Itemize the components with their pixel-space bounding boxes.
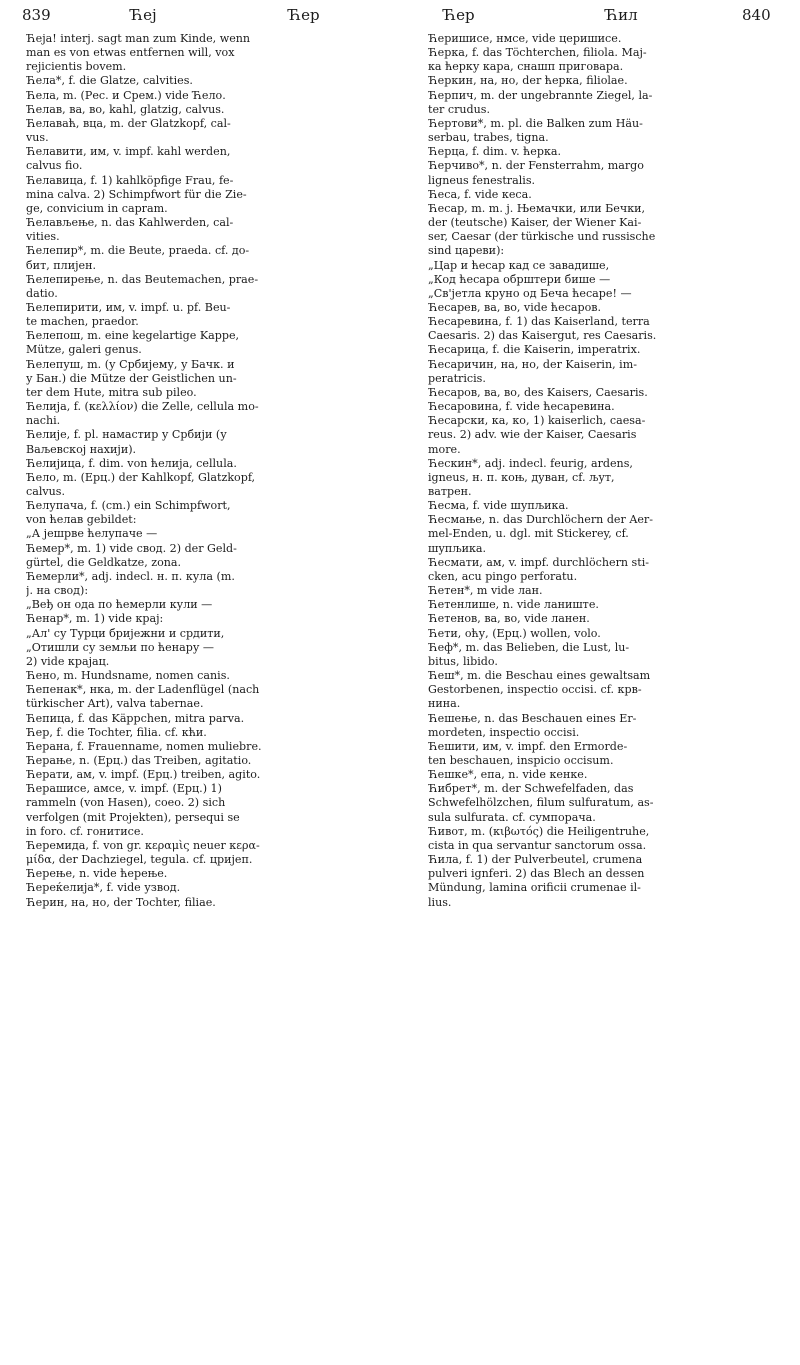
entry-line: Ћесар, m. m. j. Њемачки, или Бечки, bbox=[428, 201, 646, 215]
dictionary-entry bbox=[428, 159, 783, 187]
entry-line: Ћешити, им, v. impf. den Ermorde- bbox=[428, 739, 628, 753]
entry-line: шупљика. bbox=[428, 541, 487, 555]
entry-line: calvus fio. bbox=[26, 159, 83, 173]
entry-line: Ћертови*, m. pl. die Balken zum Häu- bbox=[428, 116, 643, 130]
entry-line: Ћесаров, ва, во, des Kaisers, Caesaris. bbox=[428, 385, 648, 399]
entry-line: pulveri ignferi. 2) das Blech an dessen bbox=[428, 867, 645, 881]
entry-line: Ћемер*, m. 1) vide свод. 2) der Geld- bbox=[26, 541, 237, 555]
entry-line: Ћерашисе, амсе, v. impf. (Ерц.) 1) bbox=[26, 782, 222, 796]
entry-line: ter crudus. bbox=[428, 102, 490, 116]
entry-line: Schwefelhölzchen, filum sulfuratum, as- bbox=[428, 796, 654, 810]
entry-line: Ћерана, f. Frauenname, nomen muliebre. bbox=[26, 739, 262, 753]
entry-line: Ћереќелија*, f. vide узвод. bbox=[26, 881, 181, 895]
dictionary-entry bbox=[428, 414, 783, 456]
entry-line: Ћелавица, f. 1) kahlköpfige Frau, fe- bbox=[26, 173, 234, 187]
entry-line: Ћескин*, adj. indecl. feurig, ardens, bbox=[428, 456, 633, 470]
entry-line: Ћелав, ва, во, kahl, glatzig, calvus. bbox=[26, 102, 225, 116]
entry-line: vities. bbox=[26, 230, 60, 244]
entry-line: „Цар и ћесар кад се завадише, bbox=[428, 258, 610, 272]
entry-line: türkischer Art), valva tabernae. bbox=[26, 697, 204, 711]
dictionary-entry bbox=[26, 712, 381, 726]
dictionary-entry bbox=[428, 259, 783, 301]
dictionary-entry bbox=[26, 570, 381, 598]
entry-line: Ћетенлише, n. vide ланиште. bbox=[428, 598, 599, 612]
entry-line: more. bbox=[428, 442, 461, 456]
dictionary-entry bbox=[26, 881, 381, 895]
entry-line: rejicientis bovem. bbox=[26, 60, 127, 74]
dictionary-entry bbox=[428, 358, 783, 386]
entry-line: Ћелепуш, m. (у Србијему, у Бачк. и bbox=[26, 357, 235, 371]
entry-line: Ћела, m. (Рес. и Срем.) vide Ћело. bbox=[26, 88, 226, 102]
entry-line: der (teutsche) Kaiser, der Wiener Kai- bbox=[428, 216, 642, 230]
entry-line: verfolgen (mit Projekten), persequi se bbox=[26, 810, 240, 824]
entry-line: Ваљевској нахији). bbox=[26, 442, 137, 456]
entry-line: Ћерати, ам, v. impf. (Ерц.) treiben, agito. bbox=[26, 768, 261, 782]
dictionary-entry bbox=[26, 471, 381, 499]
entry-line: ка ћерку кара, снашп приговара. bbox=[428, 60, 624, 74]
left-column bbox=[26, 32, 381, 910]
entry-line: igneus, н. п. коњ, дуван, cf. љут, bbox=[428, 470, 615, 484]
entry-line: mordeten, inspectio occisi. bbox=[428, 725, 580, 739]
dictionary-entry bbox=[428, 89, 783, 117]
entry-line: „Св'јетла круно од Беча ћесаре! — bbox=[428, 286, 632, 300]
dictionary-entry bbox=[428, 188, 783, 202]
dictionary-entry bbox=[26, 117, 381, 145]
entry-line: ligneus fenestralis. bbox=[428, 173, 536, 187]
entry-line: sind цареви): bbox=[428, 244, 505, 258]
entry-line: in foro. cf. гонитисе. bbox=[26, 824, 144, 838]
entry-line: Ћерпич, m. der ungebrannte Ziegel, la- bbox=[428, 88, 653, 102]
entry-line: te machen, praedor. bbox=[26, 315, 139, 329]
entry-line: von ћелав gebildet: bbox=[26, 513, 137, 527]
entry-line: у Бан.) die Mütze der Geistlichen un- bbox=[26, 371, 237, 385]
dictionary-entry bbox=[26, 896, 381, 910]
entry-line: ser, Caesar (der türkische und russische bbox=[428, 230, 656, 244]
entry-line: ватрен. bbox=[428, 485, 472, 498]
dictionary-entry bbox=[428, 584, 783, 598]
guide-word-left-1: Ћеј bbox=[130, 6, 157, 24]
dictionary-entry bbox=[428, 32, 783, 46]
entry-line: „А јешрве ћелупаче — bbox=[26, 527, 158, 541]
entry-line: mel-Enden, u. dgl. mit Stickerey, cf. bbox=[428, 527, 629, 541]
entry-line: Ћелепош, m. eine kegelartige Kappe, bbox=[26, 329, 240, 343]
entry-line: Ћела*, f. die Glatze, calvities. bbox=[26, 74, 193, 88]
dictionary-entry bbox=[26, 103, 381, 117]
entry-line: Ћелијица, f. dim. von ћелија, cellula. bbox=[26, 456, 237, 470]
dictionary-entry bbox=[428, 669, 783, 711]
dictionary-entry bbox=[26, 740, 381, 754]
entry-line: Ћелија, f. (κελλίον) die Zelle, cellula mo- bbox=[26, 400, 259, 414]
dictionary-entry bbox=[26, 598, 381, 612]
entry-line: Ћелављење, n. das Kahlwerden, cal- bbox=[26, 216, 234, 230]
entry-line: Ћено, m. Hundsname, nomen canis. bbox=[26, 669, 230, 683]
page-number-left: 839 bbox=[22, 6, 51, 24]
dictionary-entry bbox=[26, 499, 381, 527]
dictionary-entry bbox=[26, 301, 381, 329]
dictionary-entry bbox=[26, 839, 381, 867]
entry-line: Ћетен*, m vide лан. bbox=[428, 584, 543, 598]
dictionary-entry bbox=[26, 428, 381, 456]
dictionary-entry bbox=[428, 202, 783, 259]
entry-line: Ћеремида, f. von gr. κεραμὶς neuer κερα- bbox=[26, 838, 260, 852]
entry-line: mina calva. 2) Schimpfwort für die Zie- bbox=[26, 187, 247, 201]
dictionary-entry bbox=[26, 867, 381, 881]
entry-line: Ћелавити, им, v. impf. kahl werden, bbox=[26, 145, 231, 159]
entry-line: peratricis. bbox=[428, 371, 486, 385]
dictionary-entry bbox=[26, 527, 381, 541]
dictionary-entry bbox=[428, 145, 783, 159]
entry-line: reus. 2) adv. wie der Kaiser, Caesaris bbox=[428, 428, 637, 442]
entry-line: Ћесарски, ка, ко, 1) kaiserlich, caesa- bbox=[428, 414, 646, 428]
entry-line: Mütze, galeri genus. bbox=[26, 343, 142, 357]
entry-line: Ћесма, f. vide шупљика. bbox=[428, 499, 569, 513]
entry-line: ter dem Hute, mitra sub pileo. bbox=[26, 385, 197, 399]
dictionary-entry bbox=[26, 329, 381, 357]
dictionary-entry bbox=[428, 315, 783, 343]
entry-line: serbau, trabes, tigna. bbox=[428, 131, 549, 145]
entry-line: calvus. bbox=[26, 485, 66, 498]
entry-line: Ћеја! interj. sagt man zum Kinde, wenn bbox=[26, 32, 251, 45]
entry-line: Ћепица, f. das Käppchen, mitra parva. bbox=[26, 711, 245, 725]
dictionary-entry bbox=[428, 499, 783, 513]
entry-line: Ћибрет*, m. der Schwefelfaden, das bbox=[428, 782, 634, 796]
dictionary-entry bbox=[26, 74, 381, 88]
dictionary-entry bbox=[428, 627, 783, 641]
dictionary-entry bbox=[428, 768, 783, 782]
entry-line: nachi. bbox=[26, 414, 61, 428]
entry-line: Ћеш*, m. die Beschau eines gewaltsam bbox=[428, 669, 651, 683]
entry-line: Ћешке*, епа, n. vide кенке. bbox=[428, 768, 588, 782]
entry-line: Ћерка, f. das Töchterchen, filiola. Мај- bbox=[428, 46, 647, 60]
dictionary-entry bbox=[26, 669, 381, 683]
entry-line: Ћети, оћу, (Ерц.) wollen, volo. bbox=[428, 626, 601, 640]
dictionary-entry bbox=[26, 612, 381, 669]
dictionary-entry bbox=[428, 825, 783, 853]
entry-line: Mündung, lamina orificii crumenae il- bbox=[428, 881, 641, 895]
guide-word-left-2: Ћер bbox=[288, 6, 320, 24]
dictionary-entry bbox=[26, 174, 381, 216]
entry-line: vus. bbox=[26, 131, 49, 145]
entry-line: Ћила, f. 1) der Pulverbeutel, crumena bbox=[428, 853, 643, 867]
entry-line: Ћесарев, ва, во, vide ћесаров. bbox=[428, 300, 602, 314]
page-number-right: 840 bbox=[742, 6, 771, 24]
entry-line: Ћеришисе, нмсе, vide церишисе. bbox=[428, 32, 622, 45]
entry-line: Ћесаричин, на, но, der Kaiserin, im- bbox=[428, 357, 637, 371]
entry-line: lius. bbox=[428, 895, 452, 909]
dictionary-entry bbox=[428, 343, 783, 357]
entry-line: Ћерин, на, но, der Tochter, filiae. bbox=[26, 895, 216, 909]
dictionary-entry bbox=[26, 400, 381, 428]
entry-line: Ћенар*, m. 1) vide крај: bbox=[26, 612, 164, 626]
dictionary-entry bbox=[428, 46, 783, 74]
dictionary-entry bbox=[26, 358, 381, 400]
dictionary-entry bbox=[26, 542, 381, 570]
entry-line: Ћесаровина, f. vide ћесаревина. bbox=[428, 400, 615, 414]
entry-line: Ћеса, f. vide кеса. bbox=[428, 187, 532, 201]
entry-line: Ћеркин, на, но, der ћерка, filiolae. bbox=[428, 74, 628, 88]
guide-word-right-1: Ћер bbox=[443, 6, 475, 24]
right-column bbox=[428, 32, 783, 910]
entry-line: Ћерца, f. dim. v. ћерка. bbox=[428, 145, 562, 159]
entry-line: j. на свод): bbox=[26, 584, 89, 598]
dictionary-entry bbox=[26, 273, 381, 301]
dictionary-entry bbox=[428, 782, 783, 824]
entry-line: Ћерчиво*, n. der Fensterrahm, margo bbox=[428, 159, 644, 173]
dictionary-entry bbox=[428, 641, 783, 669]
entry-line: Ћесарица, f. die Kaiserin, imperatrix. bbox=[428, 343, 641, 357]
entry-line: cken, acu pingo perforatu. bbox=[428, 569, 578, 583]
dictionary-entry bbox=[428, 513, 783, 555]
dictionary-entry bbox=[26, 457, 381, 471]
guide-word-right-2: Ћил bbox=[605, 6, 638, 24]
dictionary-entry bbox=[428, 712, 783, 740]
entry-line: ten beschauen, inspicio occisum. bbox=[428, 753, 614, 767]
entry-line: bitus, libido. bbox=[428, 654, 498, 668]
entry-line: cista in qua servantur sanctorum ossa. bbox=[428, 838, 647, 852]
entry-line: Ћелупача, f. (cm.) ein Schimpfwort, bbox=[26, 499, 231, 513]
entry-line: sula sulfurata. cf. сумпорача. bbox=[428, 810, 596, 824]
entry-line: Ћерање, n. (Ерц.) das Treiben, agitatio. bbox=[26, 753, 252, 767]
entry-line: ge, convicium in capram. bbox=[26, 201, 168, 215]
entry-line: Ћелије, f. pl. намастир у Србији (у bbox=[26, 428, 227, 442]
entry-line: gürtel, die Geldkatze, zona. bbox=[26, 555, 182, 569]
entry-line: datio. bbox=[26, 286, 58, 300]
dictionary-entry bbox=[26, 754, 381, 768]
entry-line: Caesaris. 2) das Kaisergut, res Caesaris. bbox=[428, 329, 657, 343]
dictionary-entry bbox=[26, 683, 381, 711]
entry-line: нина. bbox=[428, 697, 461, 711]
entry-line: Ћелаваћ, вца, m. der Glatzkopf, cal- bbox=[26, 116, 231, 130]
entry-line: Ћесаревина, f. 1) das Kaiserland, terra bbox=[428, 315, 650, 329]
entry-line: Ћерење, n. vide ћерење. bbox=[26, 867, 168, 881]
dictionary-entry bbox=[428, 853, 783, 910]
dictionary-entry bbox=[26, 768, 381, 782]
entry-line: Ћер, f. die Tochter, filia. cf. кћи. bbox=[26, 725, 207, 739]
entry-line: „Ал' су Турци бријежни и срдити, bbox=[26, 626, 225, 640]
entry-line: „Код ћесара обрштери бише — bbox=[428, 272, 611, 286]
dictionary-entry bbox=[26, 145, 381, 173]
entry-line: Ћело, m. (Ерц.) der Kahlkopf, Glatzkopf, bbox=[26, 470, 256, 484]
dictionary-entry bbox=[26, 216, 381, 244]
dictionary-entry bbox=[428, 74, 783, 88]
dictionary-entry bbox=[26, 89, 381, 103]
entry-line: Ћелепирити, им, v. impf. u. pf. Beu- bbox=[26, 300, 231, 314]
entry-line: Ћемерли*, adj. indecl. н. п. кула (m. bbox=[26, 569, 235, 583]
dictionary-entry bbox=[26, 726, 381, 740]
dictionary-entry bbox=[428, 386, 783, 400]
entry-line: Ћелепир*, m. die Beute, praeda. cf. до- bbox=[26, 244, 250, 258]
dictionary-entry bbox=[428, 740, 783, 768]
dictionary-entry bbox=[428, 301, 783, 315]
entry-line: „Веђ он ода по ћемерли кули — bbox=[26, 598, 213, 612]
entry-line: Ћеф*, m. das Belieben, die Lust, lu- bbox=[428, 640, 630, 654]
dictionary-entry bbox=[428, 612, 783, 626]
entry-line: μίδα, der Dachziegel, tegula. cf. цријеп. bbox=[26, 853, 253, 867]
entry-line: man es von etwas entfernen will, vox bbox=[26, 46, 235, 60]
entry-line: 2) vide крајац. bbox=[26, 654, 110, 668]
entry-line: бит, плијен. bbox=[26, 258, 97, 272]
entry-line: Ћесмање, n. das Durchlöchern der Aer- bbox=[428, 513, 653, 527]
entry-line: Ћетенов, ва, во, vide ланен. bbox=[428, 612, 590, 626]
entry-line: Ћивот, m. (κιβωτός) die Heiligentruhe, bbox=[428, 824, 650, 838]
entry-line: Ћесмати, ам, v. impf. durchlöchern sti- bbox=[428, 555, 649, 569]
dictionary-entry bbox=[428, 556, 783, 584]
entry-line: Ћепенак*, нка, m. der Ladenflügel (nach bbox=[26, 683, 260, 697]
dictionary-entry bbox=[26, 782, 381, 839]
dictionary-entry bbox=[428, 598, 783, 612]
dictionary-entry bbox=[428, 117, 783, 145]
dictionary-entry bbox=[428, 400, 783, 414]
entry-line: Ћешење, n. das Beschauen eines Er- bbox=[428, 711, 637, 725]
dictionary-entry bbox=[26, 244, 381, 272]
dictionary-entry bbox=[428, 457, 783, 499]
entry-line: Ћелепирење, n. das Beutemachen, prae- bbox=[26, 272, 259, 286]
page-header bbox=[0, 0, 800, 30]
entry-line: Gestorbenen, inspectio occisi. cf. крв- bbox=[428, 683, 642, 697]
entry-line: rammeln (von Hasen), coeo. 2) sich bbox=[26, 796, 226, 810]
dictionary-entry bbox=[26, 32, 381, 74]
entry-line: „Отишли су земљи по ћенару — bbox=[26, 640, 215, 654]
